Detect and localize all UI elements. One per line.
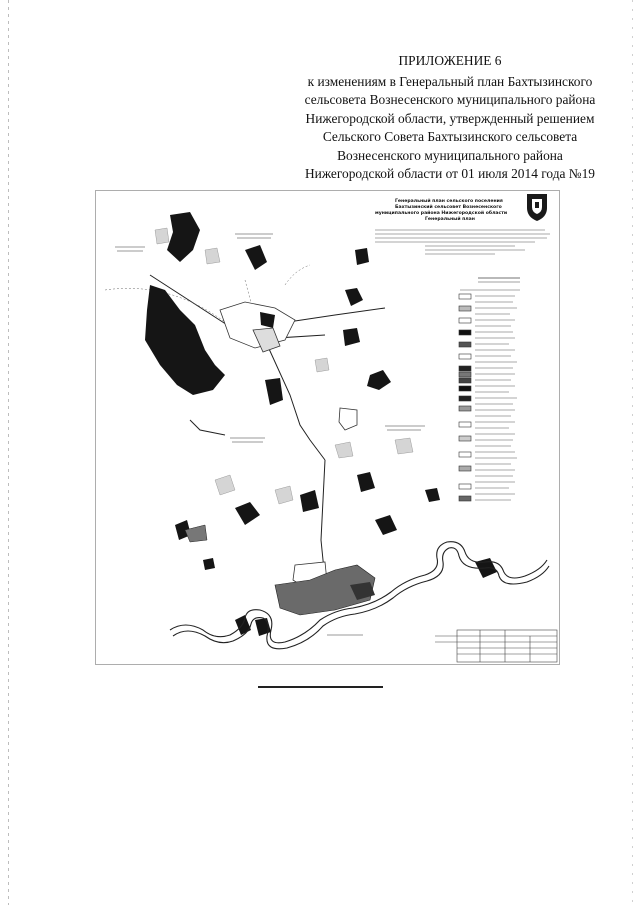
appendix-line: к изменениям в Генеральный план Бахтызинского bbox=[307, 73, 593, 89]
scan-left-edge bbox=[8, 0, 9, 905]
appendix-title: ПРИЛОЖЕНИЕ 6 bbox=[398, 53, 502, 68]
appendix-line: Нижегородской области, утвержденный решением bbox=[305, 110, 595, 126]
map-title-line: Генеральный план сельского поселения bbox=[395, 199, 503, 204]
map-title-block bbox=[375, 197, 507, 222]
landuse-zones bbox=[185, 525, 375, 615]
map-legend bbox=[459, 278, 520, 501]
general-plan-map bbox=[95, 190, 560, 665]
drawing-stamp-table bbox=[435, 630, 557, 662]
appendix-header bbox=[280, 52, 620, 184]
appendix-line: Сельского Совета Бахтызинского сельсовета bbox=[322, 129, 578, 144]
appendix-line: сельсовета Вознесенского муниципального района bbox=[304, 92, 596, 107]
map-note-block bbox=[375, 230, 550, 254]
appendix-line: Нижегородской области от 01 июля 2014 года №19 bbox=[305, 166, 595, 181]
appendix-line: Вознесенского муниципального района bbox=[337, 147, 563, 163]
map-title-line: муниципального района Нижегородской области bbox=[375, 211, 508, 216]
map-drawing bbox=[95, 190, 560, 665]
coat-of-arms-emblem bbox=[527, 194, 547, 221]
scan-right-edge bbox=[632, 0, 633, 905]
map-title-line: Бахтызинский сельсовет Вознесенского bbox=[395, 205, 502, 210]
map-title-line: Генеральный план bbox=[425, 217, 475, 222]
footer-rule bbox=[258, 686, 383, 688]
